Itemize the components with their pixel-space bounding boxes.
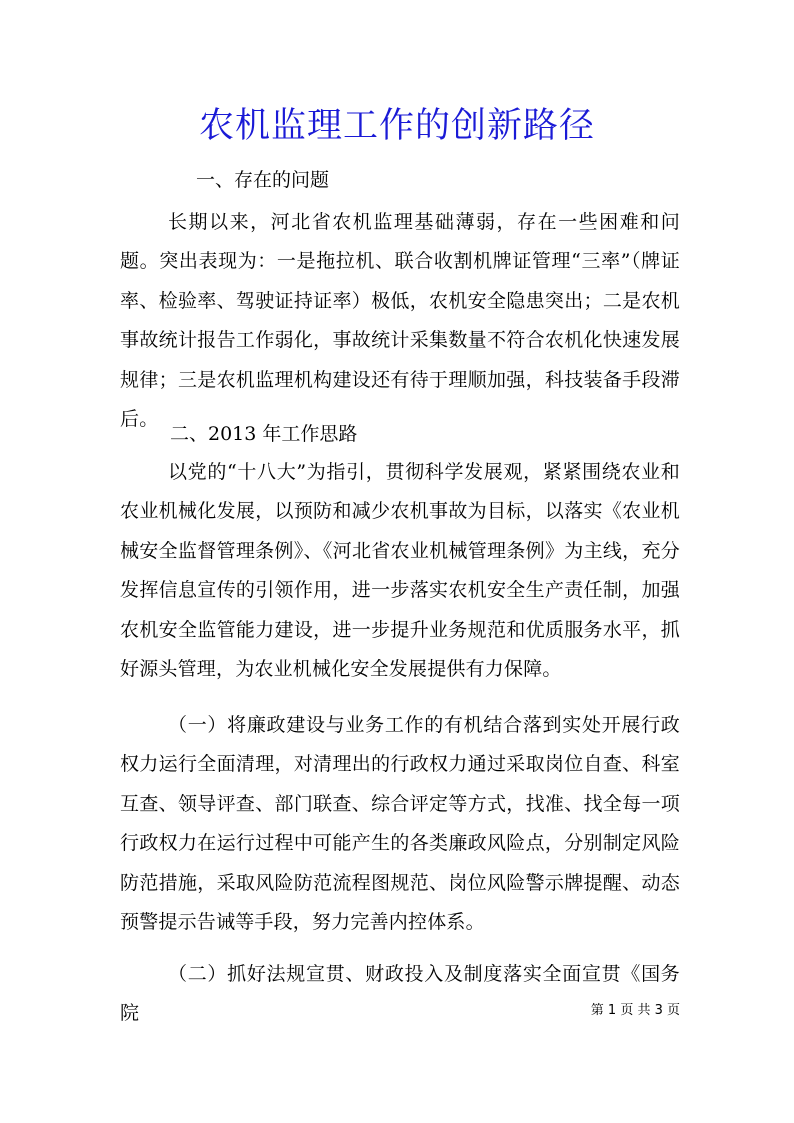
document-title: 农机监理工作的创新路径 — [198, 106, 595, 146]
paragraph-work-plan: 以党的“十八大”为指引，贯彻科学发展观，紧紧围绕农业和农业机械化发展，以预防和减少农机事故为目标，以落实《农业机械安全监督管理条例》、《河北省农业机械管理条例》为主线，充分发挥信息宣传的引领作用，进一步落实农机安全生产责任制，加强农机安全监管能力建设，进一步提升业务规范和优质服务水平，抓好源头管理，为农业机械化安全发展提供有力保障。 — [120, 461, 680, 681]
paragraph-regulations: （二）抓好法规宣贯、财政投入及制度落实全面宣贯《国务院 — [120, 963, 680, 1025]
page-number-footer: 第 1 页 共 3 页 — [590, 1003, 680, 1018]
section-heading-problems: 一、存在的问题 — [196, 169, 330, 191]
paragraph-problems: 长期以来，河北省农机监理基础薄弱，存在一些困难和问题。突出表现为：一是拖拉机、联合收割机牌证管理“三率”（牌证率、检验率、驾驶证持证率）极低，农机安全隐患突出；二是农机事故统计报告工作弱化，事故统计采集数量不符合农机化快速发展规律；三是农机监理机构建设还有待于理顺加强，科技装备手段滞后。 — [120, 211, 680, 431]
paragraph-integrity-building: （一）将廉政建设与业务工作的有机结合落到实处开展行政权力运行全面清理，对清理出的行政权力通过采取岗位自查、科室互查、领导评查、部门联查、综合评定等方式，找准、找全每一项行政权力在运行过程中可能产生的各类廉政风险点，分别制定风险防范措施，采取风险防范流程图规范、岗位风险警示牌提醒、动态预警提示告诫等手段，努力完善内控体系。 — [120, 714, 680, 934]
section-heading-work-plan: 二、2013 年工作思路 — [170, 423, 358, 445]
